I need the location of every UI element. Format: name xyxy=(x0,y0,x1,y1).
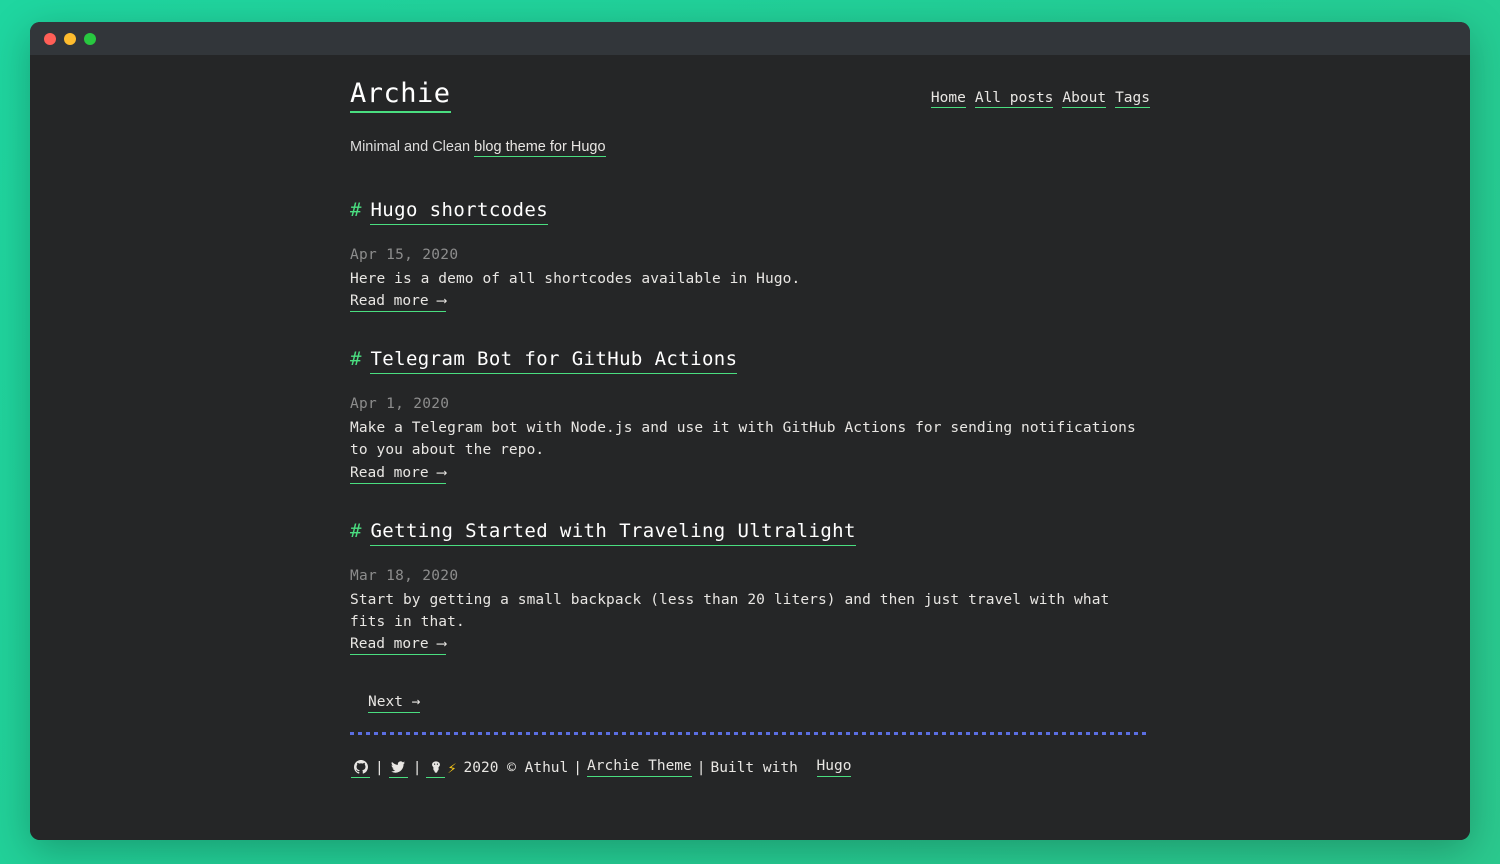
footer-separator: | xyxy=(573,759,582,776)
social-links xyxy=(351,757,445,778)
nav-tags[interactable]: Tags xyxy=(1115,90,1150,106)
post-title-line xyxy=(350,199,1150,225)
post-title-line xyxy=(350,520,1150,546)
post-title-line xyxy=(350,348,1150,374)
next-page-link[interactable]: Next → xyxy=(368,694,420,713)
hash-icon: # xyxy=(350,348,362,371)
post-item xyxy=(350,520,1150,656)
post-list xyxy=(350,199,1150,656)
tagline-text: Minimal and Clean xyxy=(350,138,475,155)
post-summary: Here is a demo of all shortcodes available in Hugo. xyxy=(350,270,801,287)
footer-separator: | xyxy=(696,759,706,776)
bolt-icon: ⚡ xyxy=(447,758,457,777)
post-summary: Start by getting a small backpack (less than 20 liters) and then just travel with what fits in that. xyxy=(350,591,1110,630)
tagline-link[interactable]: blog theme for Hugo xyxy=(474,138,606,155)
hash-icon: # xyxy=(350,198,362,221)
page-body xyxy=(30,55,1470,840)
post-title[interactable]: Getting Started with Traveling Ultralight xyxy=(370,520,855,546)
post-item xyxy=(350,199,1150,313)
window-close-button[interactable] xyxy=(44,33,56,45)
window-titlebar xyxy=(30,22,1470,55)
read-more-link[interactable]: Read more ⟶ xyxy=(350,293,446,312)
site-tagline xyxy=(350,139,1150,155)
site-footer xyxy=(350,757,1150,778)
nav-about[interactable]: About xyxy=(1062,90,1107,106)
post-date: Apr 1, 2020 xyxy=(350,396,450,413)
read-more-link[interactable]: Read more ⟶ xyxy=(350,636,446,655)
hugo-link[interactable]: Hugo xyxy=(817,758,852,777)
keybase-icon[interactable] xyxy=(426,757,445,778)
post-title[interactable]: Telegram Bot for GitHub Actions xyxy=(370,348,737,374)
twitter-icon[interactable] xyxy=(389,757,408,778)
footer-separator: | xyxy=(375,759,384,776)
github-icon[interactable] xyxy=(351,757,370,778)
window-maximize-button[interactable] xyxy=(84,33,96,45)
site-title[interactable]: Archie xyxy=(350,79,451,113)
copyright-text: 2020 © Athul xyxy=(463,759,569,776)
post-title[interactable]: Hugo shortcodes xyxy=(370,199,548,225)
post-item xyxy=(350,348,1150,484)
footer-separator: | xyxy=(412,759,422,776)
built-with-text: Built with xyxy=(710,759,798,776)
post-date: Apr 15, 2020 xyxy=(350,246,459,263)
nav-all-posts[interactable]: All posts xyxy=(974,90,1054,106)
window-minimize-button[interactable] xyxy=(64,33,76,45)
browser-window xyxy=(30,22,1470,840)
post-summary: Make a Telegram bot with Node.js and use it with GitHub Actions for sending notifications to you about the repo. xyxy=(350,420,1136,459)
nav-home[interactable]: Home xyxy=(930,90,966,106)
read-more-link[interactable]: Read more ⟶ xyxy=(350,465,446,484)
archie-theme-link[interactable]: Archie Theme xyxy=(587,758,692,777)
main-nav xyxy=(931,90,1150,108)
pagination xyxy=(350,691,1150,710)
post-date: Mar 18, 2020 xyxy=(350,567,459,584)
hash-icon: # xyxy=(350,519,362,542)
site-header xyxy=(350,55,1150,113)
content-column xyxy=(350,55,1150,778)
footer-divider xyxy=(350,732,1150,735)
